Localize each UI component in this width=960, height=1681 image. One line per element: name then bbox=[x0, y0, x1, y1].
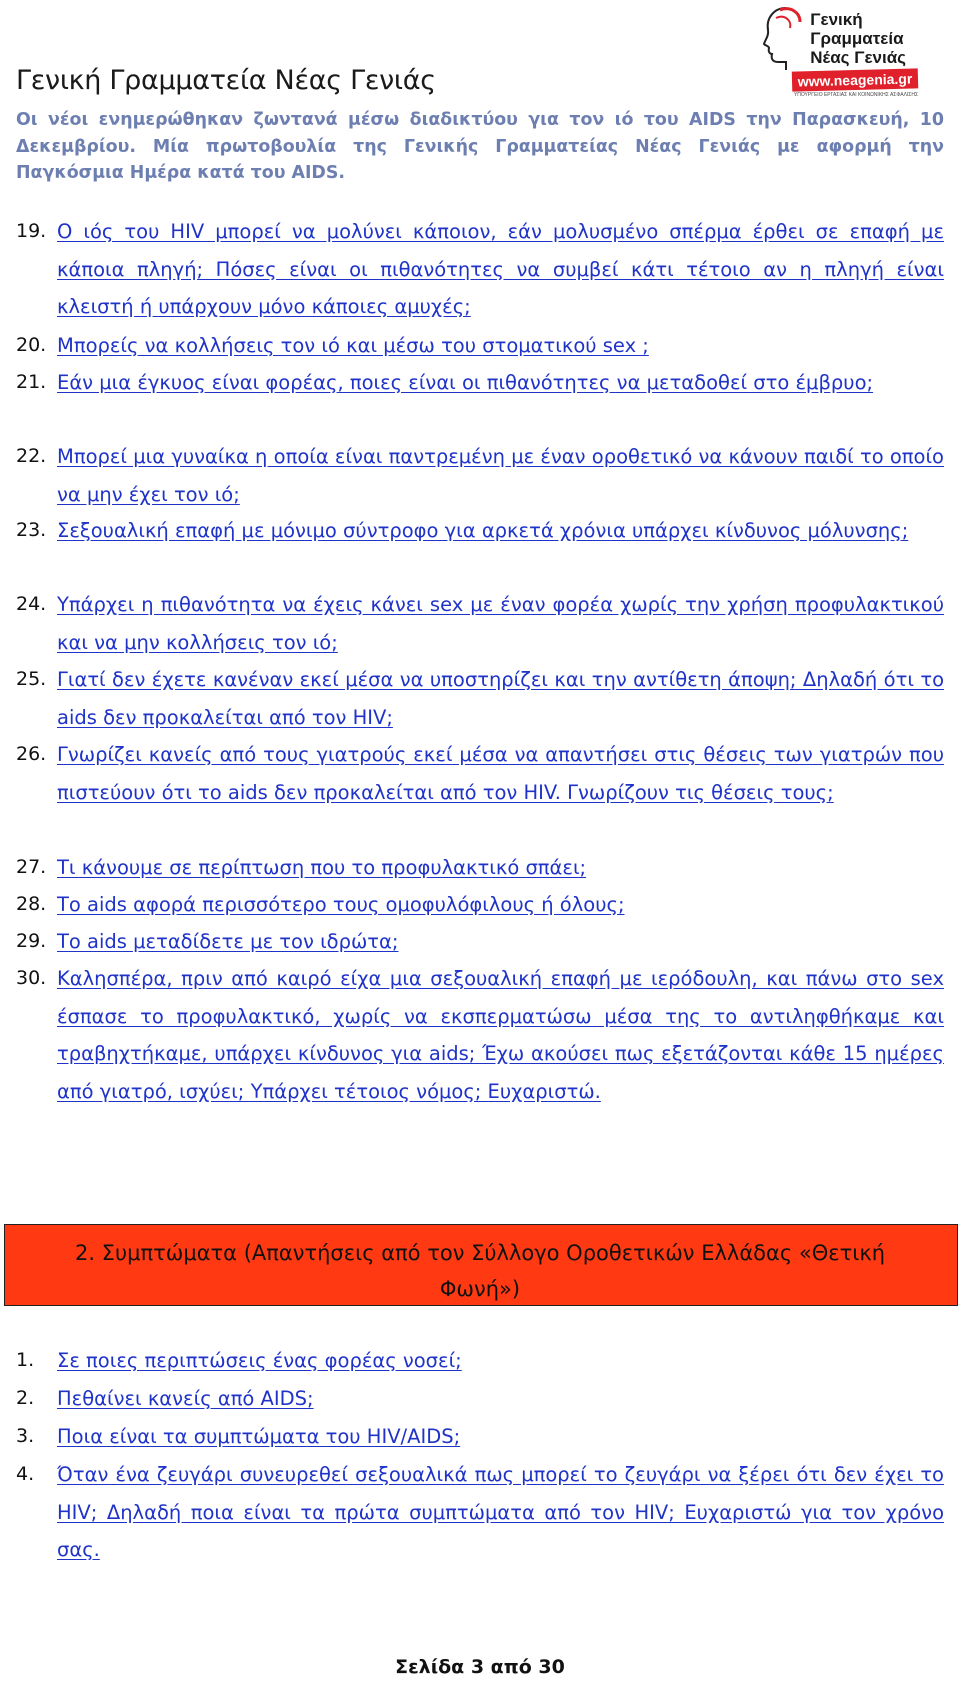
page-title: Γενική Γραμματεία Νέας Γενιάς bbox=[16, 65, 436, 97]
item-number: 4. bbox=[16, 1463, 35, 1485]
list-item bbox=[16, 213, 944, 327]
list-item bbox=[16, 364, 944, 438]
item-number: 2. bbox=[16, 1387, 35, 1409]
list-item bbox=[16, 1418, 944, 1456]
question-link[interactable]: Ποια είναι τα συμπτώματα του HIV/AIDS; bbox=[57, 1425, 461, 1448]
item-number: 20. bbox=[16, 334, 47, 356]
logo-url: www.neagenia.gr bbox=[792, 68, 918, 91]
item-number: 19. bbox=[16, 220, 47, 242]
question-link[interactable]: Γιατί δεν έχετε κανέναν εκεί μέσα να υποστηρίζει και την αντίθετη άποψη; Δηλαδή ότι το aids δεν προκαλείται από τον HIV; bbox=[57, 668, 944, 729]
question-link[interactable]: Όταν ένα ζευγάρι συνευρεθεί σεξουαλικά πως μπορεί το ζευγάρι να ξέρει ότι δεν έχει το HIV; Δηλαδή ποια είναι τα πρώτα συμπτώματα από τον HIV; Ευχαριστώ για τον χρόνο σας. bbox=[57, 1463, 944, 1561]
question-link[interactable]: Μπορείς να κολλήσεις τον ιό και μέσω του στοματικού sex ; bbox=[57, 334, 649, 357]
profile-silhouette-icon bbox=[756, 4, 816, 74]
list-item bbox=[16, 1342, 944, 1380]
item-number: 29. bbox=[16, 930, 47, 952]
question-link[interactable]: Ο ιός του HIV μπορεί να μολύνει κάποιον, εάν μολυσμένο σπέρμα έρθει σε επαφή με κάποια πληγή; Πόσες είναι οι πιθανότητες να συμβεί κάτι τέτοιο αν η πληγή είναι κλειστή ή υπάρχουν μόνο κάποιες αμυχές; bbox=[57, 220, 944, 318]
item-number: 23. bbox=[16, 519, 47, 541]
list-item bbox=[16, 438, 944, 512]
page-number: Σελίδα 3 από 30 bbox=[395, 1656, 565, 1678]
section-title: 2. Συμπτώματα (Απαντήσεις από τον Σύλλογο Οροθετικών Ελλάδας «Θετική Φωνή») bbox=[74, 1241, 886, 1301]
question-link[interactable]: Καλησπέρα, πριν από καιρό είχα μια σεξουαλική επαφή με ιερόδουλη, και πάνω στο sex έσπασε το προφυλακτικό, χωρίς να εκσπερματώσω μέσα της το αντιληφθήκαμε και τραβηχτήκαμε, υπάρχει κίνδυνος για aids; Έχω ακούσει πως εξετάζονται κάθε 15 ημέρες από γιατρό, ισχύει; Υπάρχει τέτοιος νόμος; Ευχαριστώ. bbox=[57, 967, 944, 1103]
question-link[interactable]: Πεθαίνει κανείς από AIDS; bbox=[57, 1387, 314, 1410]
question-link[interactable]: Μπορεί μια γυναίκα η οποία είναι παντρεμένη με έναν οροθετικό να κάνουν παιδί το οποίο να μην έχει τον ιό; bbox=[57, 445, 944, 506]
item-number: 3. bbox=[16, 1425, 35, 1447]
question-list bbox=[16, 213, 944, 1148]
logo-text bbox=[810, 10, 906, 67]
item-number: 21. bbox=[16, 371, 47, 393]
logo-line2: Γραμματεία bbox=[810, 29, 904, 48]
list-item bbox=[16, 923, 944, 960]
question-link[interactable]: Τι κάνουμε σε περίπτωση που το προφυλακτικό σπάει; bbox=[57, 856, 587, 879]
item-number: 1. bbox=[16, 1349, 35, 1371]
logo-line1: Γενική bbox=[810, 10, 863, 29]
question-link[interactable]: Το aids αφορά περισσότερο τους ομοφυλόφιλους ή όλους; bbox=[57, 893, 625, 916]
item-number: 26. bbox=[16, 743, 47, 765]
list-item bbox=[16, 886, 944, 923]
item-number: 27. bbox=[16, 856, 47, 878]
list-item bbox=[16, 849, 944, 886]
subtitle: Οι νέοι ενημερώθηκαν ζωντανά μέσω διαδικτύου για τον ιό του AIDS την Παρασκευή, 10 Δεκεμβρίου. Μία πρωτοβουλία της Γενικής Γραμματείας Νέας Γενιάς με αφορμή την Παγκόσμια Ημέρα κατά του AIDS. bbox=[16, 110, 944, 183]
question-link[interactable]: Σε ποιες περιπτώσεις ένας φορέας νοσεί; bbox=[57, 1349, 462, 1372]
list-item bbox=[16, 661, 944, 736]
list-item bbox=[16, 1456, 944, 1570]
list-item bbox=[16, 586, 944, 661]
question-link[interactable]: Υπάρχει η πιθανότητα να έχεις κάνει sex με έναν φορέα χωρίς την χρήση προφυλακτικού και να μην κολλήσεις τον ιό; bbox=[57, 593, 944, 654]
question-link[interactable]: Σεξουαλική επαφή με μόνιμο σύντροφο για αρκετά χρόνια υπάρχει κίνδυνος μόλυνσης; bbox=[57, 519, 909, 542]
symptoms-question-list bbox=[16, 1342, 944, 1570]
item-number: 24. bbox=[16, 593, 47, 615]
list-item bbox=[16, 960, 944, 1148]
item-number: 22. bbox=[16, 445, 47, 467]
list-item bbox=[16, 1380, 944, 1418]
logo-line3: Νέας Γενιάς bbox=[810, 48, 906, 67]
list-item bbox=[16, 327, 944, 364]
item-number: 30. bbox=[16, 967, 47, 989]
item-number: 25. bbox=[16, 668, 47, 690]
list-item bbox=[16, 736, 944, 849]
list-item bbox=[16, 512, 944, 586]
question-link[interactable]: Γνωρίζει κανείς από τους γιατρούς εκεί μέσα να απαντήσει στις θέσεις των γιατρών που πιστεύουν ότι το aids δεν προκαλείται από τον HIV. Γνωρίζουν τις θέσεις τους; bbox=[57, 743, 944, 804]
section-heading-box bbox=[4, 1224, 958, 1306]
logo-ministry: ΥΠΟΥΡΓΕΙΟ ΕΡΓΑΣΙΑΣ ΚΑΙ ΚΟΙΝΩΝΙΚΗΣ ΑΣΦΑΛΙΣΗΣ bbox=[793, 92, 919, 98]
question-link[interactable]: Το aids μεταδίδετε με τον ιδρώτα; bbox=[57, 930, 399, 953]
logo bbox=[756, 4, 924, 100]
question-link[interactable]: Εάν μια έγκυος είναι φορέας, ποιες είναι οι πιθανότητες να μεταδοθεί στο έμβρυο; bbox=[57, 371, 874, 394]
item-number: 28. bbox=[16, 893, 47, 915]
